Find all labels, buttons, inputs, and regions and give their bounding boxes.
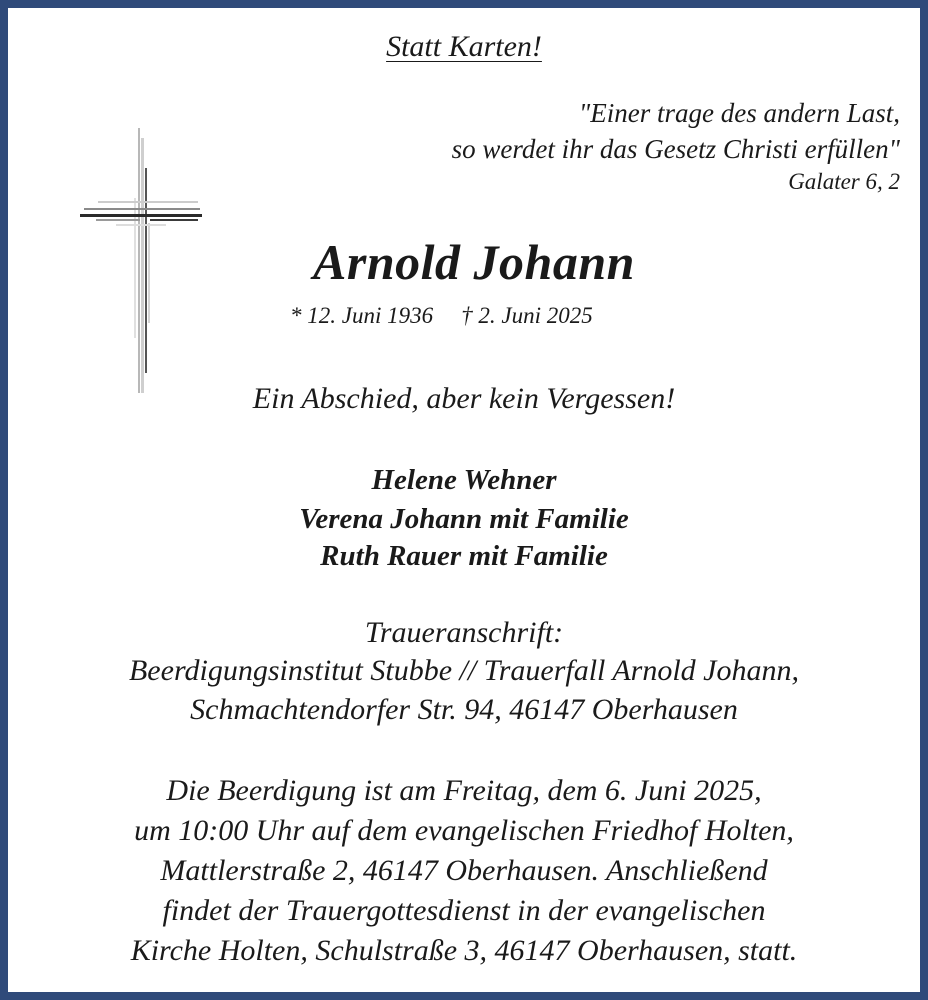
- bible-verse-line-2: so werdet ihr das Gesetz Christi erfüllen": [451, 134, 900, 164]
- death-date: † 2. Juni 2025: [461, 303, 593, 328]
- funeral-line-3: Mattlerstraße 2, 46147 Oberhausen. Anschließend: [160, 854, 768, 887]
- address-line-2: Schmachtendorfer Str. 94, 46147 Oberhausen: [190, 693, 738, 726]
- life-dates: [290, 303, 593, 329]
- funeral-line-1: Die Beerdigung ist am Freitag, dem 6. Juni 2025,: [166, 774, 762, 807]
- funeral-line-4: findet der Trauergottesdienst in der evangelischen: [162, 894, 766, 927]
- farewell-motto: Ein Abschied, aber kein Vergessen!: [252, 382, 676, 415]
- mourner-3: Ruth Rauer mit Familie: [320, 540, 608, 572]
- birth-date: * 12. Juni 1936: [290, 303, 434, 328]
- funeral-line-5: Kirche Holten, Schulstraße 3, 46147 Oberhausen, statt.: [130, 934, 798, 967]
- bible-verse-reference: Galater 6, 2: [788, 169, 900, 194]
- deceased-name: Arnold Johann: [313, 234, 635, 290]
- bible-verse-line-1: "Einer trage des andern Last,: [578, 98, 900, 128]
- address-line-1: Beerdigungsinstitut Stubbe // Trauerfall Arnold Johann,: [128, 654, 799, 687]
- heading-statt-karten: Statt Karten!: [386, 30, 542, 63]
- mourner-1: Helene Wehner: [371, 464, 557, 496]
- funeral-line-2: um 10:00 Uhr auf dem evangelischen Friedhof Holten,: [134, 814, 794, 847]
- mourner-2: Verena Johann mit Familie: [299, 503, 629, 535]
- address-label: Traueranschrift:: [364, 616, 564, 649]
